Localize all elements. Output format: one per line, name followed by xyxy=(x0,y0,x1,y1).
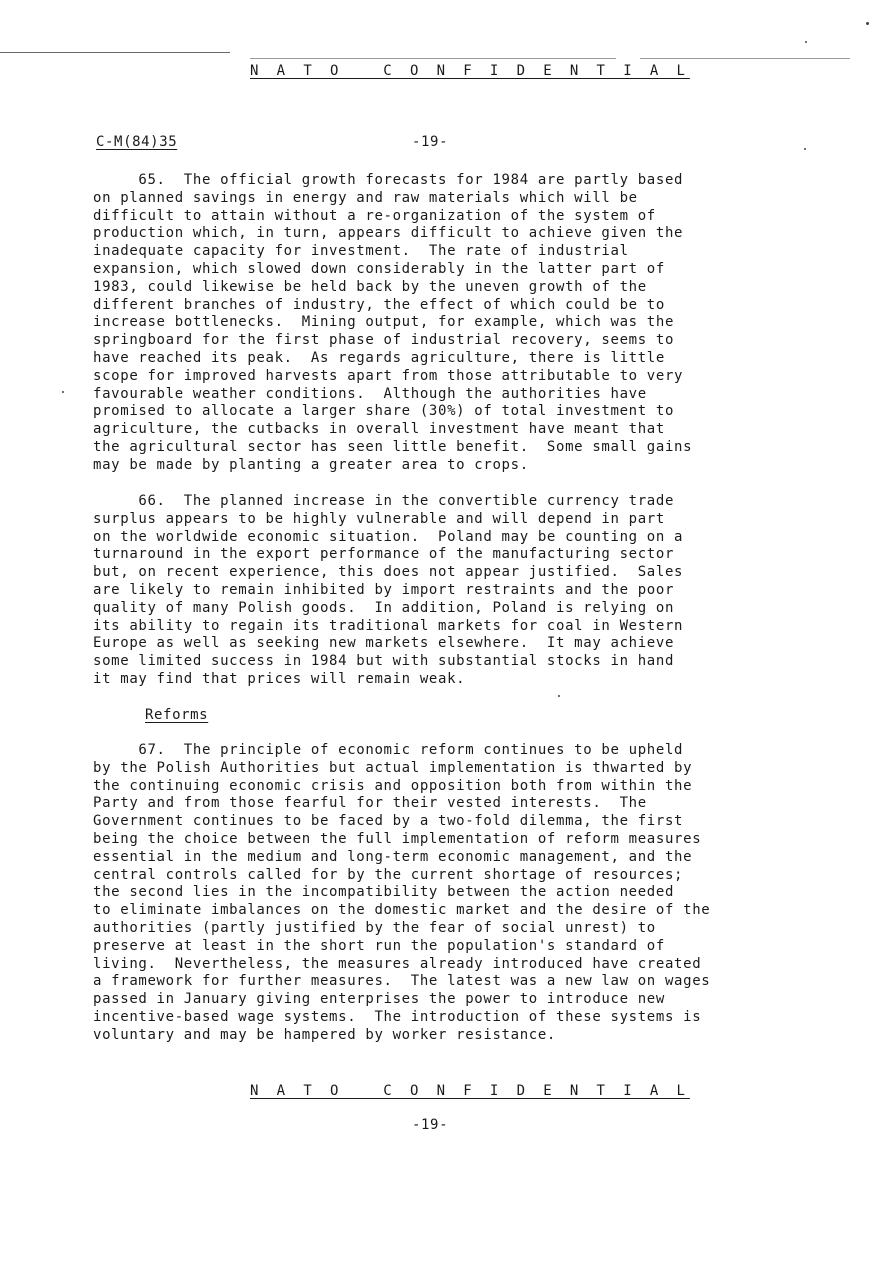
text-line: but, on recent experience, this does not appear justified. Sales xyxy=(93,564,684,581)
scan-speck xyxy=(805,41,807,43)
text-line: scope for improved harvests apart from those attributable to very xyxy=(93,367,684,384)
text-line: 67. The principle of economic reform continues to be upheld xyxy=(93,742,684,758)
paragraph-67 xyxy=(93,742,710,1045)
text-line: different branches of industry, the effect of which could be to xyxy=(93,296,665,313)
text-line: 1983, could likewise be held back by the uneven growth of the xyxy=(93,278,647,295)
section-heading-reforms: Reforms xyxy=(145,707,209,723)
text-line: on the worldwide economic situation. Poland may be counting on a xyxy=(93,528,684,545)
text-line: quality of many Polish goods. In addition, Poland is relying on xyxy=(93,599,675,616)
text-line: have reached its peak. As regards agriculture, there is little xyxy=(93,349,665,366)
scan-speck xyxy=(804,148,806,150)
text-line: Europe as well as seeking new markets elsewhere. It may achieve xyxy=(93,635,675,652)
text-line: the continuing economic crisis and opposition both from within the xyxy=(93,777,693,794)
text-line: a framework for further measures. The latest was a new law on wages xyxy=(93,973,711,990)
text-line: essential in the medium and long-term economic management, and the xyxy=(93,848,693,865)
text-line: Government continues to be faced by a two-fold dilemma, the first xyxy=(93,813,684,830)
text-line: difficult to attain without a re-organization of the system of xyxy=(93,207,656,224)
text-line: living. Nevertheless, the measures already introduced have created xyxy=(93,955,702,972)
text-line: inadequate capacity for investment. The rate of industrial xyxy=(93,243,629,260)
paragraph-65 xyxy=(93,172,692,475)
text-line: 66. The planned increase in the convertible currency trade xyxy=(93,493,675,509)
text-line: voluntary and may be hampered by worker resistance. xyxy=(93,1026,557,1043)
scan-speck xyxy=(62,391,64,393)
text-line: it may find that prices will remain weak. xyxy=(93,670,466,687)
text-line: agriculture, the cutbacks in overall investment have meant that xyxy=(93,421,665,438)
scan-artifact-line xyxy=(250,58,616,59)
text-line: passed in January giving enterprises the power to introduce new xyxy=(93,991,665,1008)
text-line: favourable weather conditions. Although the authorities have xyxy=(93,385,647,402)
text-line: Party and from those fearful for their vested interests. The xyxy=(93,795,647,812)
classification-footer: N A T O C O N F I D E N T I A L xyxy=(250,1083,690,1099)
text-line: preserve at least in the short run the population's standard of xyxy=(93,937,665,954)
classification-header: N A T O C O N F I D E N T I A L xyxy=(250,63,690,79)
text-line: authorities (partly justified by the fear of social unrest) to xyxy=(93,919,656,936)
text-line: turnaround in the export performance of the manufacturing sector xyxy=(93,546,675,563)
text-line: may be made by planting a greater area to crops. xyxy=(93,456,529,473)
text-line: the second lies in the incompatibility between the action needed xyxy=(93,884,675,901)
paragraph-66 xyxy=(93,493,683,689)
page-number-header: -19- xyxy=(412,134,449,150)
scan-artifact-line xyxy=(640,58,850,59)
text-line: by the Polish Authorities but actual implementation is thwarted by xyxy=(93,759,693,776)
text-line: incentive-based wage systems. The introduction of these systems is xyxy=(93,1008,702,1025)
text-line: expansion, which slowed down considerably in the latter part of xyxy=(93,260,665,277)
text-line: being the choice between the full implementation of reform measures xyxy=(93,830,702,847)
text-line: on planned savings in energy and raw materials which will be xyxy=(93,189,638,206)
scan-speck xyxy=(558,695,560,697)
document-reference: C-M(84)35 xyxy=(96,134,178,150)
scan-artifact-line xyxy=(0,52,230,53)
text-line: the agricultural sector has seen little benefit. Some small gains xyxy=(93,438,693,455)
text-line: promised to allocate a larger share (30%) of total investment to xyxy=(93,403,675,420)
text-line: increase bottlenecks. Mining output, for example, which was the xyxy=(93,314,675,331)
text-line: are likely to remain inhibited by import restraints and the poor xyxy=(93,581,675,598)
text-line: 65. The official growth forecasts for 1984 are partly based xyxy=(93,172,684,188)
text-line: central controls called for by the current shortage of resources; xyxy=(93,866,684,883)
text-line: to eliminate imbalances on the domestic market and the desire of the xyxy=(93,902,711,919)
text-line: springboard for the first phase of industrial recovery, seems to xyxy=(93,332,675,349)
text-line: production which, in turn, appears difficult to achieve given the xyxy=(93,225,684,242)
text-line: some limited success in 1984 but with substantial stocks in hand xyxy=(93,653,675,670)
text-line: surplus appears to be highly vulnerable and will depend in part xyxy=(93,510,665,527)
page-number-footer: -19- xyxy=(412,1117,449,1133)
text-line: its ability to regain its traditional markets for coal in Western xyxy=(93,617,684,634)
scan-speck xyxy=(866,22,869,25)
